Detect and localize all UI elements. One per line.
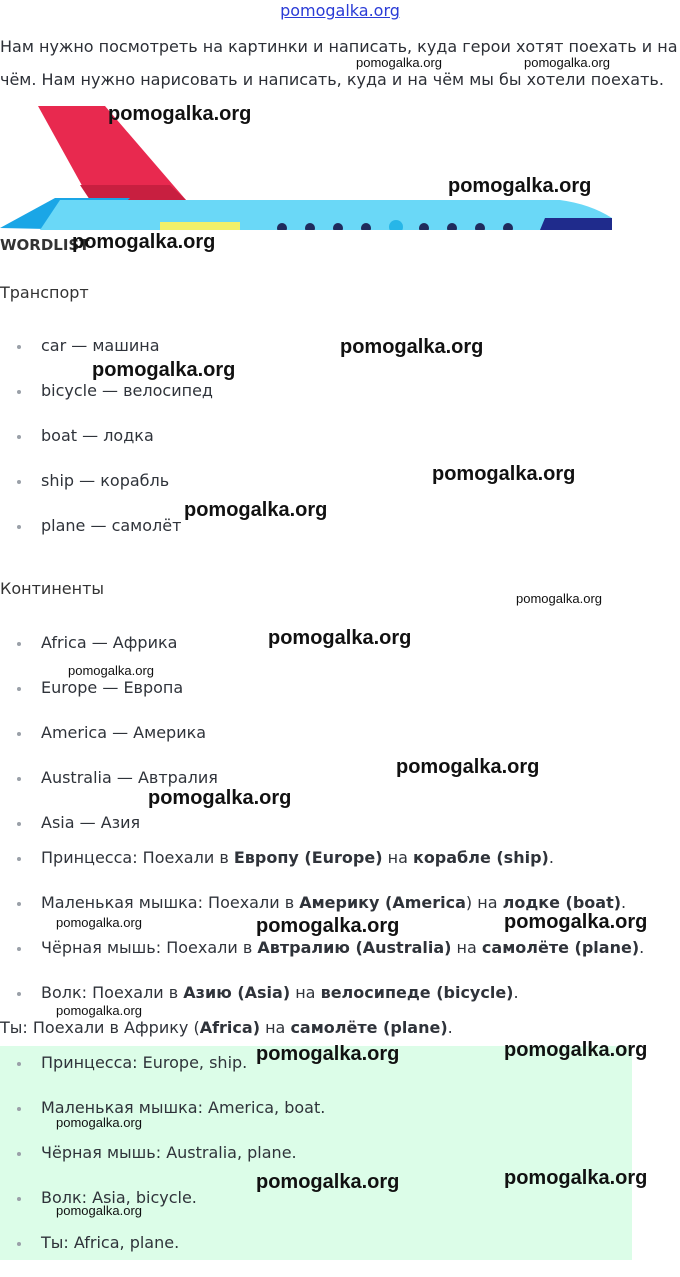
watermark: pomogalka.org bbox=[56, 1203, 142, 1218]
sentence-item: Волк: Поехали в Азию (Asia) на велосипеде (bicycle). bbox=[0, 982, 644, 1027]
watermark: pomogalka.org bbox=[92, 359, 236, 381]
cockpit bbox=[540, 218, 612, 230]
transport-title: Транспорт bbox=[0, 283, 89, 302]
watermark: pomogalka.org bbox=[256, 1171, 400, 1193]
continents-title: Континенты bbox=[0, 579, 105, 598]
answer-item: Маленькая мышка: America, boat. bbox=[0, 1097, 325, 1142]
list-item: plane — самолёт bbox=[0, 515, 213, 560]
answer-item: Волк: Asia, bicycle. bbox=[0, 1187, 325, 1232]
watermark: pomogalka.org bbox=[56, 1115, 142, 1130]
sentence-item: Чёрная мышь: Поехали в Автралию (Australia) на самолёте (plane). bbox=[0, 937, 644, 982]
answer-item: Чёрная мышь: Australia, plane. bbox=[0, 1142, 325, 1187]
fuselage bbox=[40, 200, 612, 230]
watermark: pomogalka.org bbox=[56, 915, 142, 930]
watermark: pomogalka.org bbox=[56, 1003, 142, 1018]
list-item: America — Америка bbox=[0, 722, 218, 767]
watermark: pomogalka.org bbox=[184, 499, 328, 521]
intro-text: Нам нужно посмотреть на картинки и написать, куда герои хотят поехать и на чём. Нам нужно нарисовать и написать, куда и на чём мы бы хотели поехать. bbox=[0, 37, 678, 89]
answer-item: Принцесса: Europe, ship. bbox=[0, 1052, 325, 1097]
answers-list bbox=[0, 1052, 325, 1277]
watermark: pomogalka.org bbox=[72, 231, 216, 253]
watermark: pomogalka.org bbox=[432, 463, 576, 485]
list-item: ship — корабль bbox=[0, 470, 213, 515]
watermark: pomogalka.org bbox=[340, 336, 484, 358]
your-answer-line: Ты: Поехали в Африку (Africa) на самолёте (plane). bbox=[0, 1018, 453, 1037]
site-link[interactable]: pomogalka.org bbox=[280, 1, 400, 20]
list-item: car — машина bbox=[0, 335, 213, 380]
list-item: Australia — Автралия bbox=[0, 767, 218, 812]
watermark: pomogalka.org bbox=[524, 55, 610, 70]
watermark: pomogalka.org bbox=[68, 663, 154, 678]
list-item: bicycle — велосипед bbox=[0, 380, 213, 425]
watermark: pomogalka.org bbox=[356, 55, 442, 70]
watermark: pomogalka.org bbox=[256, 1043, 400, 1065]
watermark: pomogalka.org bbox=[504, 1167, 648, 1189]
watermark: pomogalka.org bbox=[148, 787, 292, 809]
watermark: pomogalka.org bbox=[504, 1039, 648, 1061]
list-item: Africa — Африка bbox=[0, 632, 218, 677]
wordlist-title: WORDLIST bbox=[0, 236, 90, 254]
list-item: Asia — Азия bbox=[0, 812, 218, 857]
list-item: Europe — Европа bbox=[0, 677, 218, 722]
watermark: pomogalka.org bbox=[516, 591, 602, 606]
tail-fin-shadow bbox=[80, 185, 186, 200]
answer-item: Ты: Africa, plane. bbox=[0, 1232, 325, 1277]
fuselage-stripe bbox=[160, 222, 240, 230]
airplane-illustration bbox=[0, 100, 612, 230]
watermark: pomogalka.org bbox=[256, 915, 400, 937]
watermark: pomogalka.org bbox=[448, 175, 592, 197]
watermark: pomogalka.org bbox=[396, 756, 540, 778]
watermark: pomogalka.org bbox=[268, 627, 412, 649]
watermark: pomogalka.org bbox=[108, 103, 252, 125]
sentence-item: Принцесса: Поехали в Европу (Europe) на корабле (ship). bbox=[0, 847, 644, 892]
sentence-item: Маленькая мышка: Поехали в Америку (America) на лодке (boat). bbox=[0, 892, 644, 937]
watermark: pomogalka.org bbox=[504, 911, 648, 933]
list-item: boat — лодка bbox=[0, 425, 213, 470]
